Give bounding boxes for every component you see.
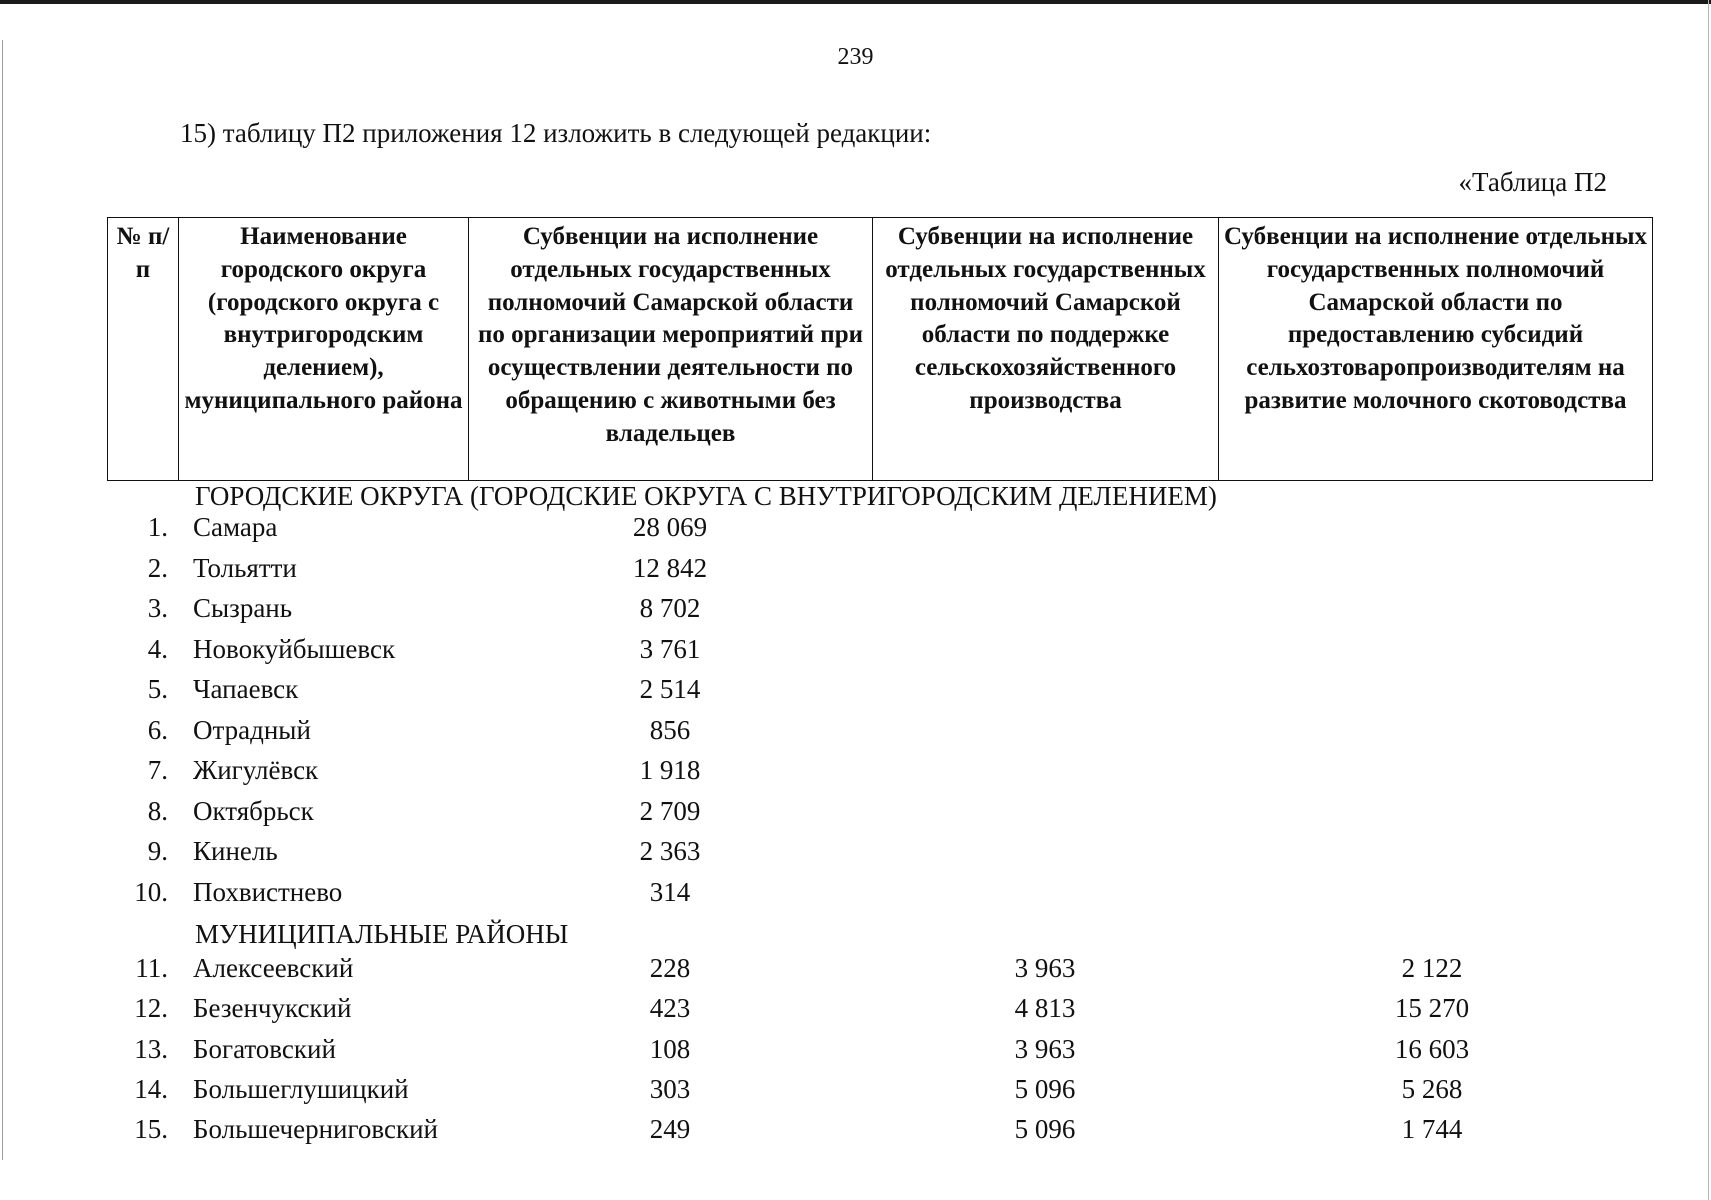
header-col-dairy-subvention: Субвенции на исполнение отдельных государственных полномочий Самарской области по предоставлению субсидий сельхозтоваропроизводителям на развитие молочного скотоводства xyxy=(1219,218,1653,481)
row-value-animals: 423 xyxy=(649,993,691,1024)
table-row xyxy=(0,631,1711,667)
table-row xyxy=(0,833,1711,869)
row-name: Сызрань xyxy=(193,593,293,623)
row-value-animals: 314 xyxy=(649,876,691,907)
row-value-animals: 2 514 xyxy=(639,674,701,704)
row-number: 4. xyxy=(147,633,168,664)
row-value-dairy: 2 122 xyxy=(1401,953,1463,983)
row-value-agriculture: 5 096 xyxy=(1014,1114,1076,1145)
page-top-border xyxy=(0,0,1711,4)
row-name: Кинель xyxy=(193,836,278,866)
row-number: 8. xyxy=(147,795,168,826)
table-row xyxy=(0,793,1711,829)
row-name: Безенчукский xyxy=(193,993,352,1024)
header-col-agriculture-subvention: Субвенции на исполнение отдельных государственных полномочий Самарской области по поддержке сельскохозяйственного производства xyxy=(873,218,1219,481)
header-col-animals-subvention: Субвенции на исполнение отдельных государственных полномочий Самарской области по организации мероприятий при осуществлении деятельности по обращению с животными без владельцев xyxy=(469,218,873,481)
row-name: Богатовский xyxy=(193,1033,336,1064)
row-value-agriculture: 5 096 xyxy=(1014,1073,1076,1104)
table-row xyxy=(0,1111,1711,1147)
row-value-dairy: 1 744 xyxy=(1401,1114,1463,1145)
row-number: 1. xyxy=(147,512,168,542)
row-value-dairy: 5 268 xyxy=(1401,1073,1463,1104)
row-name: Тольятти xyxy=(193,552,297,583)
row-value-animals: 2 709 xyxy=(639,795,701,826)
section-title-municipal-districts: МУНИЦИПАЛЬНЫЕ РАЙОНЫ xyxy=(195,919,569,949)
row-number: 2. xyxy=(147,552,168,583)
page-number: 239 xyxy=(837,44,874,70)
row-value-animals: 1 918 xyxy=(639,755,701,785)
row-number: 14. xyxy=(134,1073,168,1104)
table-header xyxy=(107,217,1653,481)
row-value-animals: 12 842 xyxy=(632,552,708,583)
row-name: Чапаевск xyxy=(193,674,299,704)
table-row xyxy=(0,752,1711,788)
row-name: Самара xyxy=(193,512,278,542)
row-value-animals: 28 069 xyxy=(632,512,708,542)
row-number: 3. xyxy=(147,593,168,623)
row-number: 5. xyxy=(147,674,168,704)
table-row xyxy=(0,1031,1711,1067)
row-value-animals: 303 xyxy=(649,1073,691,1104)
row-number: 12. xyxy=(134,993,168,1024)
table-row xyxy=(0,671,1711,707)
row-value-agriculture: 4 813 xyxy=(1014,993,1076,1024)
table-row xyxy=(0,1071,1711,1107)
row-name: Большечерниговский xyxy=(193,1114,438,1145)
row-value-animals: 249 xyxy=(649,1114,691,1145)
row-number: 13. xyxy=(134,1033,168,1064)
section-title-city-districts: ГОРОДСКИЕ ОКРУГА (ГОРОДСКИЕ ОКРУГА С ВНУТРИГОРОДСКИМ ДЕЛЕНИЕМ) xyxy=(195,481,1217,511)
row-value-animals: 2 363 xyxy=(639,836,701,866)
row-name: Новокуйбышевск xyxy=(193,633,396,664)
table-row xyxy=(0,950,1711,986)
row-value-agriculture: 3 963 xyxy=(1014,953,1076,983)
row-value-animals: 8 702 xyxy=(639,593,701,623)
row-name: Октябрьск xyxy=(193,795,314,826)
header-col-name: Наименование городского округа (городского округа с внутригородским делением), муниципального района xyxy=(179,218,469,481)
row-value-dairy: 15 270 xyxy=(1394,993,1470,1024)
row-value-animals: 856 xyxy=(649,714,691,745)
row-name: Отрадный xyxy=(193,714,311,745)
row-name: Алексеевский xyxy=(193,953,354,983)
table-row xyxy=(0,509,1711,545)
row-value-agriculture: 3 963 xyxy=(1014,1033,1076,1064)
row-number: 11. xyxy=(135,953,168,983)
row-name: Большеглушицкий xyxy=(193,1073,409,1104)
row-name: Похвистнево xyxy=(193,876,343,907)
row-number: 15. xyxy=(134,1114,168,1145)
table-row xyxy=(0,990,1711,1026)
row-value-dairy: 16 603 xyxy=(1394,1033,1470,1064)
row-value-animals: 228 xyxy=(649,953,691,983)
table-row xyxy=(0,590,1711,626)
intro-text: 15) таблицу П2 приложения 12 изложить в следующей редакции: xyxy=(180,118,932,148)
row-value-animals: 108 xyxy=(649,1033,691,1064)
table-row xyxy=(0,550,1711,586)
row-value-animals: 3 761 xyxy=(639,633,701,664)
table-header-row xyxy=(108,218,1653,481)
table-row xyxy=(0,874,1711,910)
row-number: 10. xyxy=(134,876,168,907)
header-col-number: № п/п xyxy=(108,218,179,481)
row-number: 9. xyxy=(147,836,168,866)
table-row xyxy=(0,712,1711,748)
row-name: Жигулёвск xyxy=(193,755,319,785)
row-number: 7. xyxy=(147,755,168,785)
row-number: 6. xyxy=(147,714,168,745)
table-caption: «Таблица П2 xyxy=(1458,167,1607,197)
